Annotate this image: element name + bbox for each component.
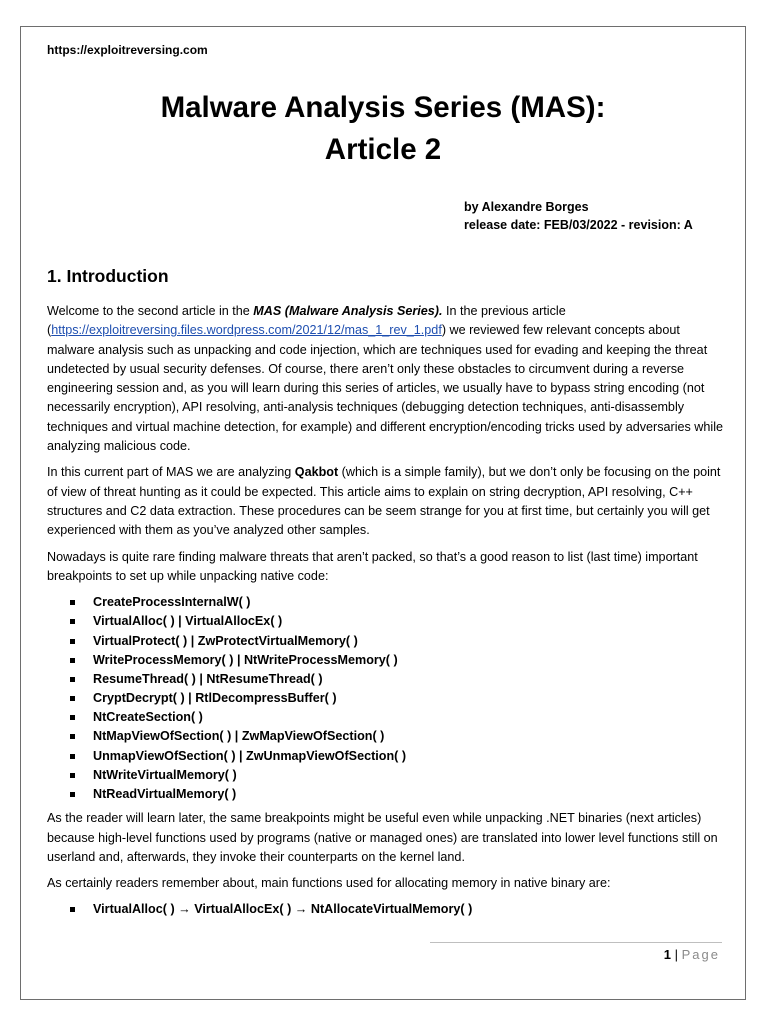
breakpoint-text: NtMapViewOfSection( ) | ZwMapViewOfSection( ) (93, 729, 385, 744)
text-span: ) we reviewed few relevant concepts about malware analysis such as unpacking and code injection, which are techniques used for evading and keeping the threat undetected by usual security defenses. Of course, there aren’t only these obstacles to circumvent during a reverse engineering session and, as you will learn during this series of articles, we usually have to bypass string encoding (not necessarily encryption), API resolving, anti-analysis techniques (debugging detection techniques, anti-disassembly techniques and virtual machine detection, for example) and different encryption/encoding tricks used by adversaries while analyzing malicious code. (47, 323, 724, 454)
allocation-list (47, 900, 723, 919)
title-line-1: Malware Analysis Series (MAS): (160, 91, 606, 124)
bullet-icon (70, 773, 75, 778)
previous-article-link[interactable]: https://exploitreversing.files.wordpress.com/2021/12/mas_1_rev_1.pdf (51, 323, 442, 338)
section-heading: 1. Introduction (47, 266, 169, 286)
list-item (47, 670, 723, 689)
page-label: Page (681, 947, 720, 962)
malware-family-name: Qakbot (294, 465, 339, 480)
breakpoint-list (47, 593, 723, 804)
text-span: (which is a simple family), but we don’t only be focusing on the point of view of threat hunting as it could be expected. This article aims to explain on string decryption, API resolving, C++ structures and C2 data extraction. These procedures can be seem strange for you at first time, but certainly you will get experienced with them as you’ve analyzed other samples. (47, 465, 721, 538)
list-item (47, 593, 723, 612)
text-span: In this current part of MAS we are analyzing (47, 465, 295, 480)
page-number: 1 (663, 947, 671, 962)
bullet-icon (70, 907, 75, 912)
footer-separator: | (674, 947, 678, 962)
page-footer (664, 947, 720, 962)
byline (464, 198, 693, 234)
bullet-icon (70, 639, 75, 644)
title-line-2: Article 2 (324, 133, 442, 166)
breakpoint-text: CryptDecrypt( ) | RtlDecompressBuffer( ) (93, 691, 337, 706)
list-item (47, 747, 723, 766)
document-title (20, 87, 746, 171)
breakpoint-text: ResumeThread( ) | NtResumeThread( ) (93, 671, 323, 686)
breakpoint-text: NtCreateSection( ) (93, 710, 203, 725)
allocation-paragraph: As certainly readers remember about, main functions used for allocating memory in native binary are: (47, 876, 611, 891)
list-item (47, 689, 723, 708)
list-item (47, 651, 723, 670)
bullet-icon (70, 658, 75, 663)
qakbot-paragraph (47, 463, 723, 540)
article-body (47, 302, 723, 925)
list-item (47, 785, 723, 804)
dotnet-paragraph: As the reader will learn later, the same breakpoints might be useful even while unpacking .NET binaries (next articles) because high-level functions used by programs (native or managed ones) are translated into lower level functions still on userland and, afterwards, they invoke their counterparts on the kernel land. (47, 811, 718, 864)
allocation-chain-text: VirtualAlloc( ) → VirtualAllocEx( ) → NtAllocateVirtualMemory( ) (93, 902, 473, 917)
footer-divider (430, 942, 722, 943)
author: by Alexandre Borges (464, 200, 589, 214)
breakpoint-text: VirtualAlloc( ) | VirtualAllocEx( ) (93, 614, 283, 629)
bullet-icon (70, 619, 75, 624)
bullet-icon (70, 792, 75, 797)
series-name: MAS (Malware Analysis Series). (253, 304, 443, 318)
list-item (47, 900, 723, 919)
list-item (47, 708, 723, 727)
release-date: release date: FEB/03/2022 - revision: A (464, 218, 693, 232)
breakpoint-text: NtWriteVirtualMemory( ) (93, 767, 237, 782)
breakpoint-text: VirtualProtect( ) | ZwProtectVirtualMemory( ) (93, 633, 358, 648)
bullet-icon (70, 677, 75, 682)
bullet-icon (70, 754, 75, 759)
breakpoints-intro-paragraph: Nowadays is quite rare finding malware threats that aren’t packed, so that’s a good reason to list (last time) important breakpoints to set up while unpacking native code: (47, 549, 698, 583)
list-item (47, 766, 723, 785)
list-item (47, 632, 723, 651)
breakpoint-text: UnmapViewOfSection( ) | ZwUnmapViewOfSection( ) (93, 748, 407, 763)
text-span: Welcome to the second article in the (47, 304, 254, 318)
bullet-icon (70, 715, 75, 720)
breakpoint-text: CreateProcessInternalW( ) (93, 595, 251, 610)
site-url: https://exploitreversing.com (47, 43, 208, 57)
text-span: In the previous article ( (47, 304, 566, 338)
bullet-icon (70, 696, 75, 701)
list-item (47, 612, 723, 631)
breakpoint-text: NtReadVirtualMemory( ) (93, 787, 237, 802)
intro-paragraph (47, 302, 723, 456)
breakpoint-text: WriteProcessMemory( ) | NtWriteProcessMemory( ) (93, 652, 398, 667)
bullet-icon (70, 734, 75, 739)
bullet-icon (70, 600, 75, 605)
list-item (47, 727, 723, 746)
